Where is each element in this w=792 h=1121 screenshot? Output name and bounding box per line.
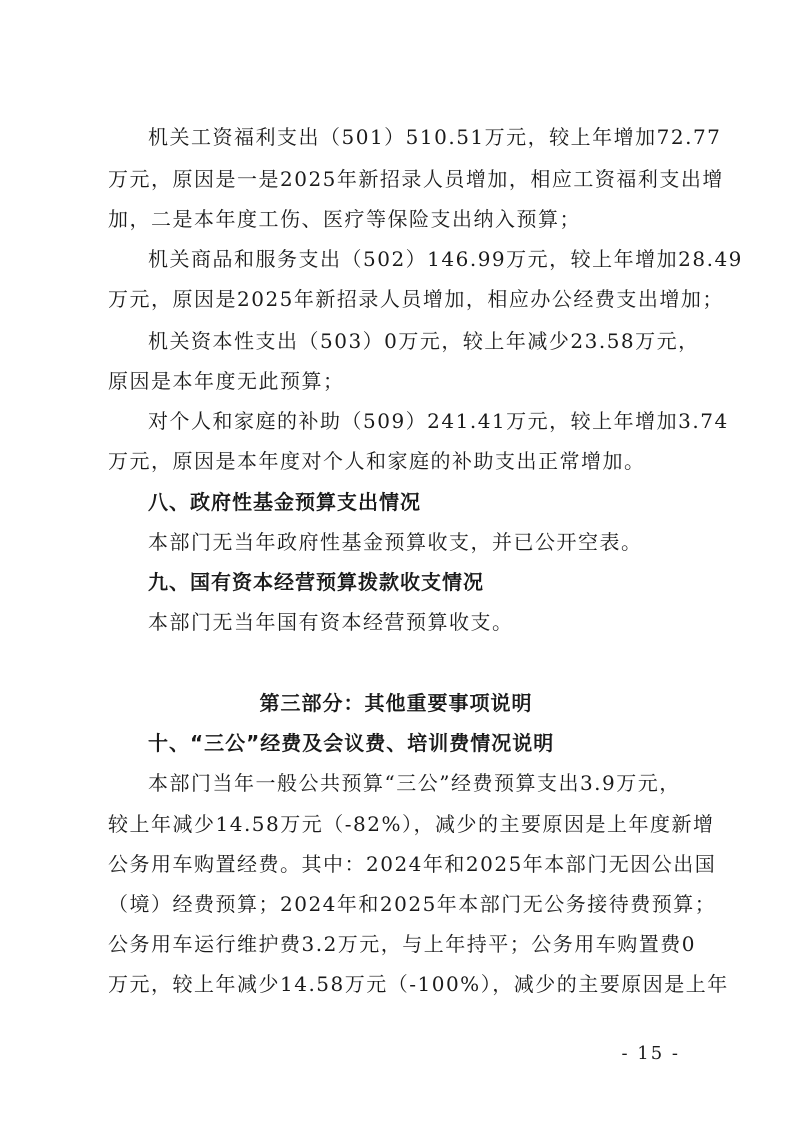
paragraph-line: （境）经费预算；2024年和2025年本部门无公务接待费预算； bbox=[108, 892, 717, 916]
part-heading: 第三部分：其他重要事项说明 bbox=[259, 691, 533, 715]
section-heading: 九、国有资本经营预算拨款收支情况 bbox=[148, 570, 484, 594]
paragraph-line: 公务用车运行维护费3.2万元，与上年持平；公务用车购置费0 bbox=[108, 932, 697, 956]
paragraph-line: 原因是本年度无此预算； bbox=[108, 369, 345, 393]
paragraph-line: 对个人和家庭的补助（509）241.41万元，较上年增加3.74 bbox=[148, 409, 729, 433]
paragraph-line: 万元，原因是一是2025年新招录人员增加，相应工资福利支出增 bbox=[108, 167, 724, 191]
paragraph-line: 本部门无当年国有资本经营预算收支。 bbox=[148, 610, 514, 634]
section-heading: 八、政府性基金预算支出情况 bbox=[148, 490, 421, 514]
paragraph-line: 万元，较上年减少14.58万元（-100%），减少的主要原因是上年 bbox=[108, 972, 729, 996]
paragraph-line: 万元，原因是2025年新招录人员增加，相应办公经费支出增加； bbox=[108, 287, 724, 311]
paragraph-line: 本部门无当年政府性基金预算收支，并已公开空表。 bbox=[148, 530, 643, 554]
paragraph-line: 本部门当年一般公共预算“三公”经费预算支出3.9万元， bbox=[148, 771, 681, 795]
page-number: - 15 - bbox=[621, 1043, 680, 1064]
paragraph-line: 较上年减少14.58万元（-82%），减少的主要原因是上年度新增 bbox=[108, 812, 715, 836]
paragraph-line: 万元，原因是本年度对个人和家庭的补助支出正常增加。 bbox=[108, 449, 646, 473]
paragraph-line: 公务用车购置经费。其中：2024年和2025年本部门无因公出国 bbox=[108, 852, 717, 876]
paragraph-line: 机关工资福利支出（501）510.51万元，较上年增加72.77 bbox=[148, 125, 722, 149]
paragraph-line: 机关资本性支出（503）0万元，较上年减少23.58万元， bbox=[148, 329, 700, 353]
paragraph-line: 机关商品和服务支出（502）146.99万元，较上年增加28.49 bbox=[148, 247, 743, 271]
section-heading: 十、“三公”经费及会议费、培训费情况说明 bbox=[148, 731, 555, 755]
paragraph-line: 加，二是本年度工伤、医疗等保险支出纳入预算； bbox=[108, 207, 581, 231]
